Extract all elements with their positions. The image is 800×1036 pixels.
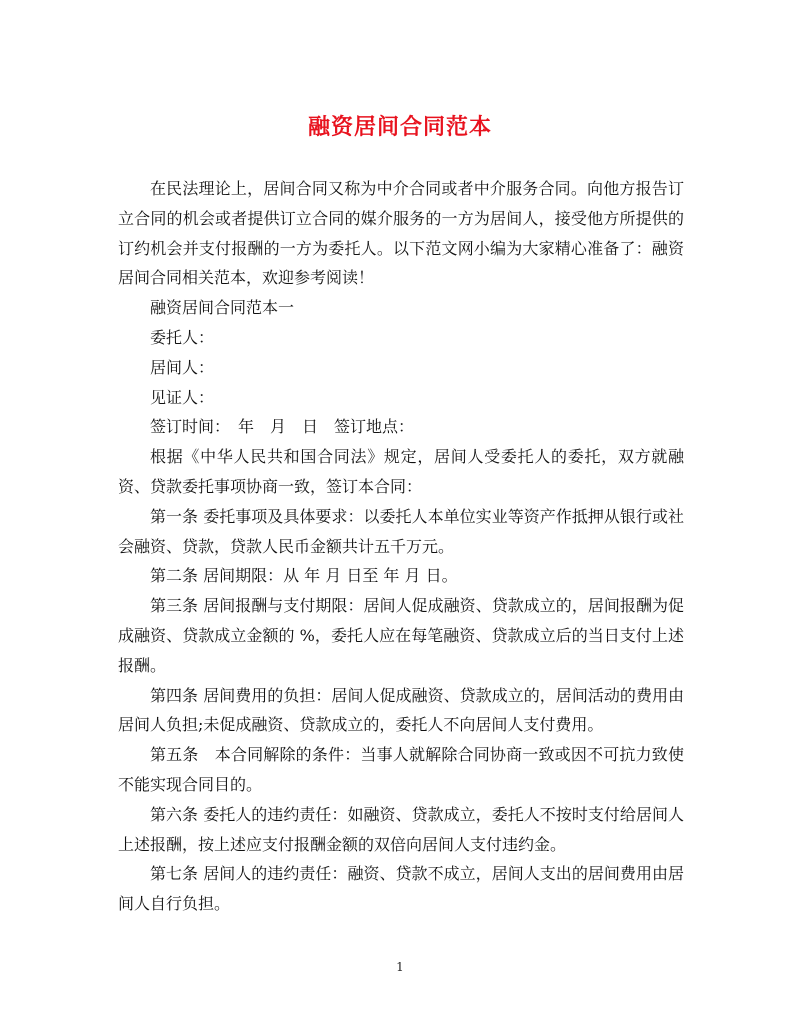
principal-field: 委托人： bbox=[150, 327, 215, 347]
article-7: 第七条 居间人的违约责任：融资、贷款不成立，居间人支出的居间费用由居间人自行负担。 bbox=[118, 864, 684, 914]
signing-info-field: 签订时间： 年 月 日 签订地点： bbox=[150, 417, 415, 437]
document-body bbox=[118, 174, 684, 919]
witness-field: 见证人： bbox=[150, 387, 215, 407]
intro-paragraph: 在民法理论上，居间合同又称为中介合同或者中介服务合同。向他方报告订立合同的机会或者提供订立合同的媒介服务的一方为居间人，接受他方所提供的订约机会并支付报酬的一方为委托人。以下范文网小编为大家精心准备了：融资居间合同相关范本，欢迎参考阅读！ bbox=[118, 179, 684, 288]
intermediary-field: 居间人： bbox=[150, 357, 215, 377]
document-title: 融资居间合同范本 bbox=[307, 114, 492, 140]
article-4: 第四条 居间费用的负担：居间人促成融资、贷款成立的，居间活动的费用由居间人负担;未促成融资、贷款成立的，委托人不向居间人支付费用。 bbox=[118, 685, 684, 735]
page-number: 1 bbox=[396, 960, 404, 974]
article-6: 第六条 委托人的违约责任：如融资、贷款成立，委托人不按时支付给居间人上述报酬，按上述应支付报酬金额的双倍向居间人支付违约金。 bbox=[118, 804, 684, 854]
article-2: 第二条 居间期限：从 年 月 日至 年 月 日。 bbox=[150, 566, 458, 586]
article-5: 第五条 本合同解除的条件：当事人就解除合同协商一致或因不可抗力致使不能实现合同目的。 bbox=[118, 745, 684, 794]
article-1: 第一条 委托事项及具体要求：以委托人本单位实业等资产作抵押从银行或社会融资、贷款，贷款人民币金额共计五千万元。 bbox=[118, 506, 684, 556]
preamble-paragraph: 根据《中华人民共和国合同法》规定，居间人受委托人的委托，双方就融资、贷款委托事项协商一致，签订本合同： bbox=[118, 447, 684, 496]
section-heading: 融资居间合同范本一 bbox=[150, 298, 295, 318]
article-3: 第三条 居间报酬与支付期限：居间人促成融资、贷款成立的，居间报酬为促成融资、贷款成立金额的 %，委托人应在每笔融资、贷款成立后的当日支付上述报酬。 bbox=[118, 596, 684, 675]
